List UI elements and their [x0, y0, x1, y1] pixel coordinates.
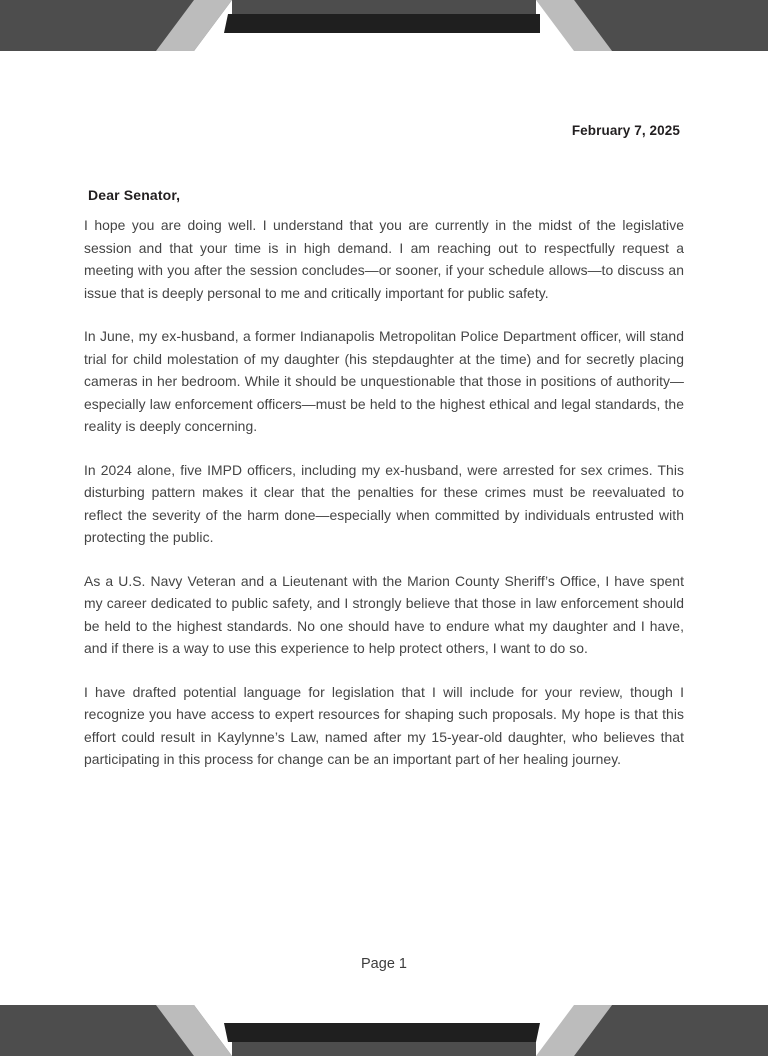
header-center-black-bar	[224, 14, 540, 33]
letter-date: February 7, 2025	[571, 123, 680, 138]
page-number-label: Page 1	[361, 956, 407, 972]
footer-center-black-bar	[224, 1023, 540, 1042]
letter-paragraph: I hope you are doing well. I understand that you are currently in the midst of the legislative session and that your time is in high demand. I am reaching out to respectfully request a meeting with you after the session concludes—or sooner, if your schedule allows—to discuss an issue that is deeply personal to me and critically important for public safety.	[84, 217, 684, 301]
letter-paragraph: I have drafted potential language for legislation that I will include for your review, though I recognize you have access to expert resources for shaping such proposals. My hope is that this effort could result in Kaylynne’s Law, named after my 15-year-old daughter, who believes that participating in this process for change can be an important part of her healing journey.	[84, 683, 684, 767]
letter-body	[84, 214, 684, 771]
letter-salutation: Dear Senator,	[88, 187, 181, 203]
letter-paragraph: In June, my ex-husband, a former Indianapolis Metropolitan Police Department officer, will stand trial for child molestation of my daughter (his stepdaughter at the time) and for secretly placing cameras in her bedroom. While it should be unquestionable that those in positions of authority—especially law enforcement officers—must be held to the highest ethical and legal standards, the reality is deeply concerning.	[84, 328, 684, 434]
header-decoration-band	[0, 0, 768, 51]
header-center-dark-shape	[232, 0, 536, 14]
letter-content	[0, 51, 768, 1005]
letter-paragraph: As a U.S. Navy Veteran and a Lieutenant with the Marion County Sheriff’s Office, I have spent my career dedicated to public safety, and I strongly believe that those in law enforcement should be held to the highest standards. No one should have to endure what my daughter and I have, and if there is a way to use this experience to help protect others, I want to do so.	[84, 572, 684, 656]
letter-paragraph: In 2024 alone, five IMPD officers, including my ex-husband, were arrested for sex crimes. This disturbing pattern makes it clear that the penalties for these crimes must be reevaluated to reflect the severity of the harm done—especially when committed by individuals entrusted with protecting the public.	[84, 461, 684, 545]
footer-decoration-band	[0, 1005, 768, 1056]
footer-center-dark-shape	[232, 1042, 536, 1056]
